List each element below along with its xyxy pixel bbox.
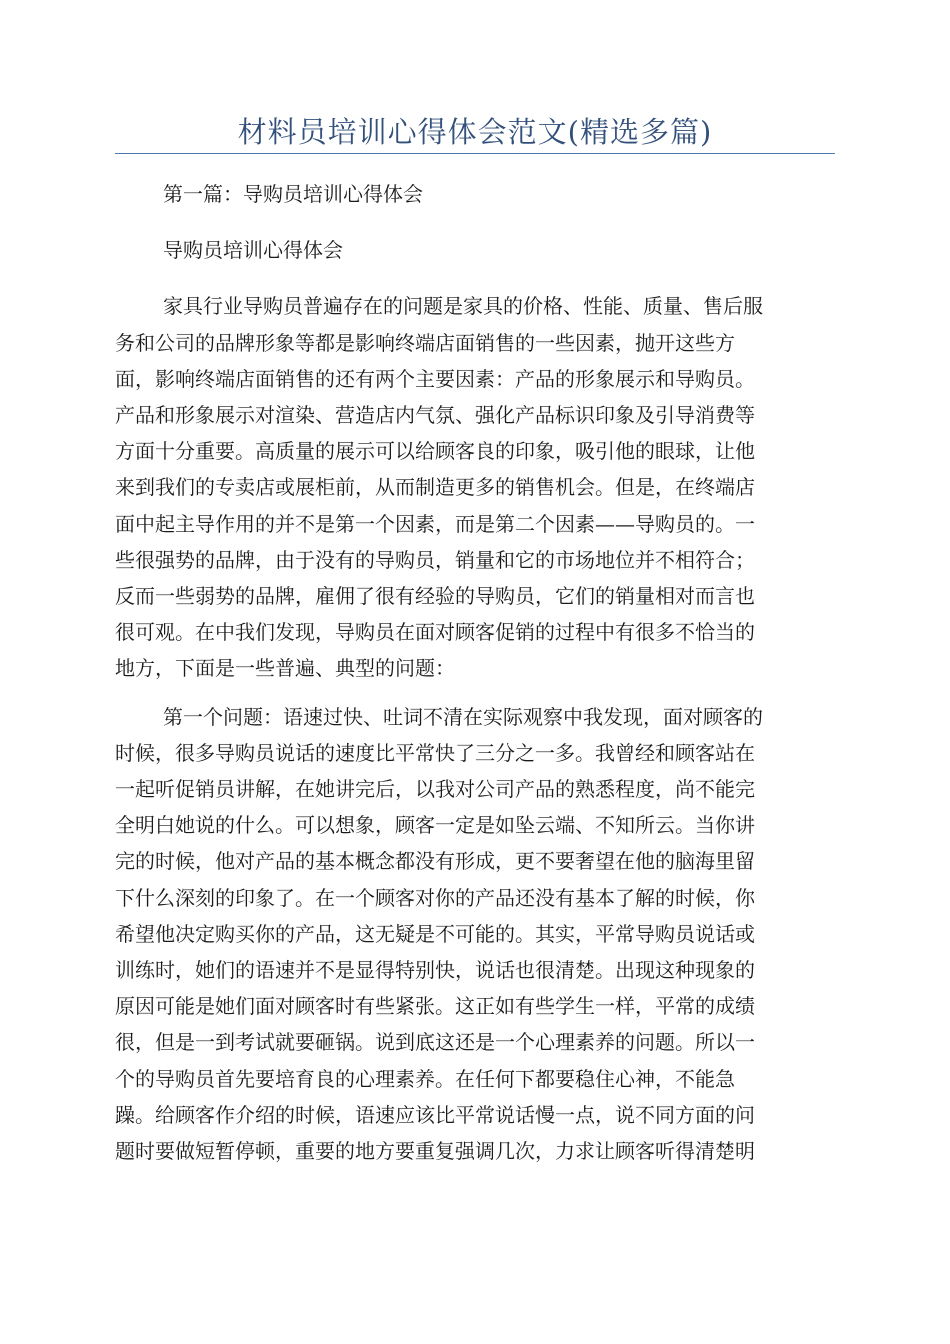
text-line: 第一篇：导购员培训心得体会 (163, 182, 423, 206)
text-line: 务和公司的品牌形象等都是影响终端店面销售的一些因素，抛开这些方 (115, 330, 735, 355)
subsection-heading (115, 232, 835, 268)
paragraph-problem-one (115, 699, 835, 1170)
text-line: 很可观。在中我们发现，导购员在面对顾客促销的过程中有很多不恰当的 (115, 620, 755, 645)
text-line: 面中起主导作用的并不是第一个因素，而是第二个因素——导购员的。一 (115, 511, 755, 536)
title-underline (115, 153, 835, 154)
text-line: 一起听促销员讲解，在她讲完后，以我对公司产品的熟悉程度，尚不能完 (115, 777, 755, 802)
text-line: 完的时候，他对产品的基本概念都没有形成，更不要奢望在他的脑海里留 (115, 849, 755, 874)
paragraph-intro (115, 288, 835, 686)
text-line: 家具行业导购员普遍存在的问题是家具的价格、性能、质量、售后服 (163, 294, 763, 319)
text-line: 很，但是一到考试就要砸锅。说到底这还是一个心理素养的问题。所以一 (115, 1030, 755, 1055)
text-line: 面，影响终端店面销售的还有两个主要因素：产品的形象展示和导购员。 (115, 366, 755, 391)
text-line: 个的导购员首先要培育良的心理素养。在任何下都要稳住心神，不能急 (115, 1066, 735, 1091)
text-line: 下什么深刻的印象了。在一个顾客对你的产品还没有基本了解的时候，你 (115, 885, 755, 910)
text-line: 时候，很多导购员说话的速度比平常快了三分之一多。我曾经和顾客站在 (115, 740, 755, 765)
document-body (115, 176, 835, 1181)
text-line: 导购员培训心得体会 (163, 238, 343, 263)
text-line: 躁。给顾客作介绍的时候，语速应该比平常说话慢一点，说不同方面的问 (115, 1102, 755, 1127)
text-line: 题时要做短暂停顿，重要的地方要重复强调几次，力求让顾客听得清楚明 (115, 1139, 755, 1164)
section-heading (115, 176, 835, 212)
text-line: 来到我们的专卖店或展柜前，从而制造更多的销售机会。但是，在终端店 (115, 475, 755, 500)
text-line: 全明白她说的什么。可以想象，顾客一定是如坠云端、不知所云。当你讲 (115, 813, 755, 838)
text-line: 些很强势的品牌，由于没有的导购员，销量和它的市场地位并不相符合； (115, 547, 755, 572)
text-line: 产品和形象展示对渲染、营造店内气氛、强化产品标识印象及引导消费等 (115, 403, 755, 428)
document-title: 材料员培训心得体会范文(精选多篇) (237, 115, 713, 149)
text-line: 地方，下面是一些普遍、典型的问题： (115, 656, 455, 681)
text-line: 第一个问题：语速过快、吐词不清在实际观察中我发现，面对顾客的 (163, 704, 763, 729)
text-line: 反而一些弱势的品牌，雇佣了很有经验的导购员，它们的销量相对而言也 (115, 584, 755, 609)
text-line: 希望他决定购买你的产品，这无疑是不可能的。其实，平常导购员说话或 (115, 921, 755, 946)
text-line: 训练时，她们的语速并不是显得特别快，说话也很清楚。出现这种现象的 (115, 958, 755, 983)
text-line: 方面十分重要。高质量的展示可以给顾客良的印象，吸引他的眼球，让他 (115, 439, 755, 464)
text-line: 原因可能是她们面对顾客时有些紧张。这正如有些学生一样，平常的成绩 (115, 994, 755, 1019)
